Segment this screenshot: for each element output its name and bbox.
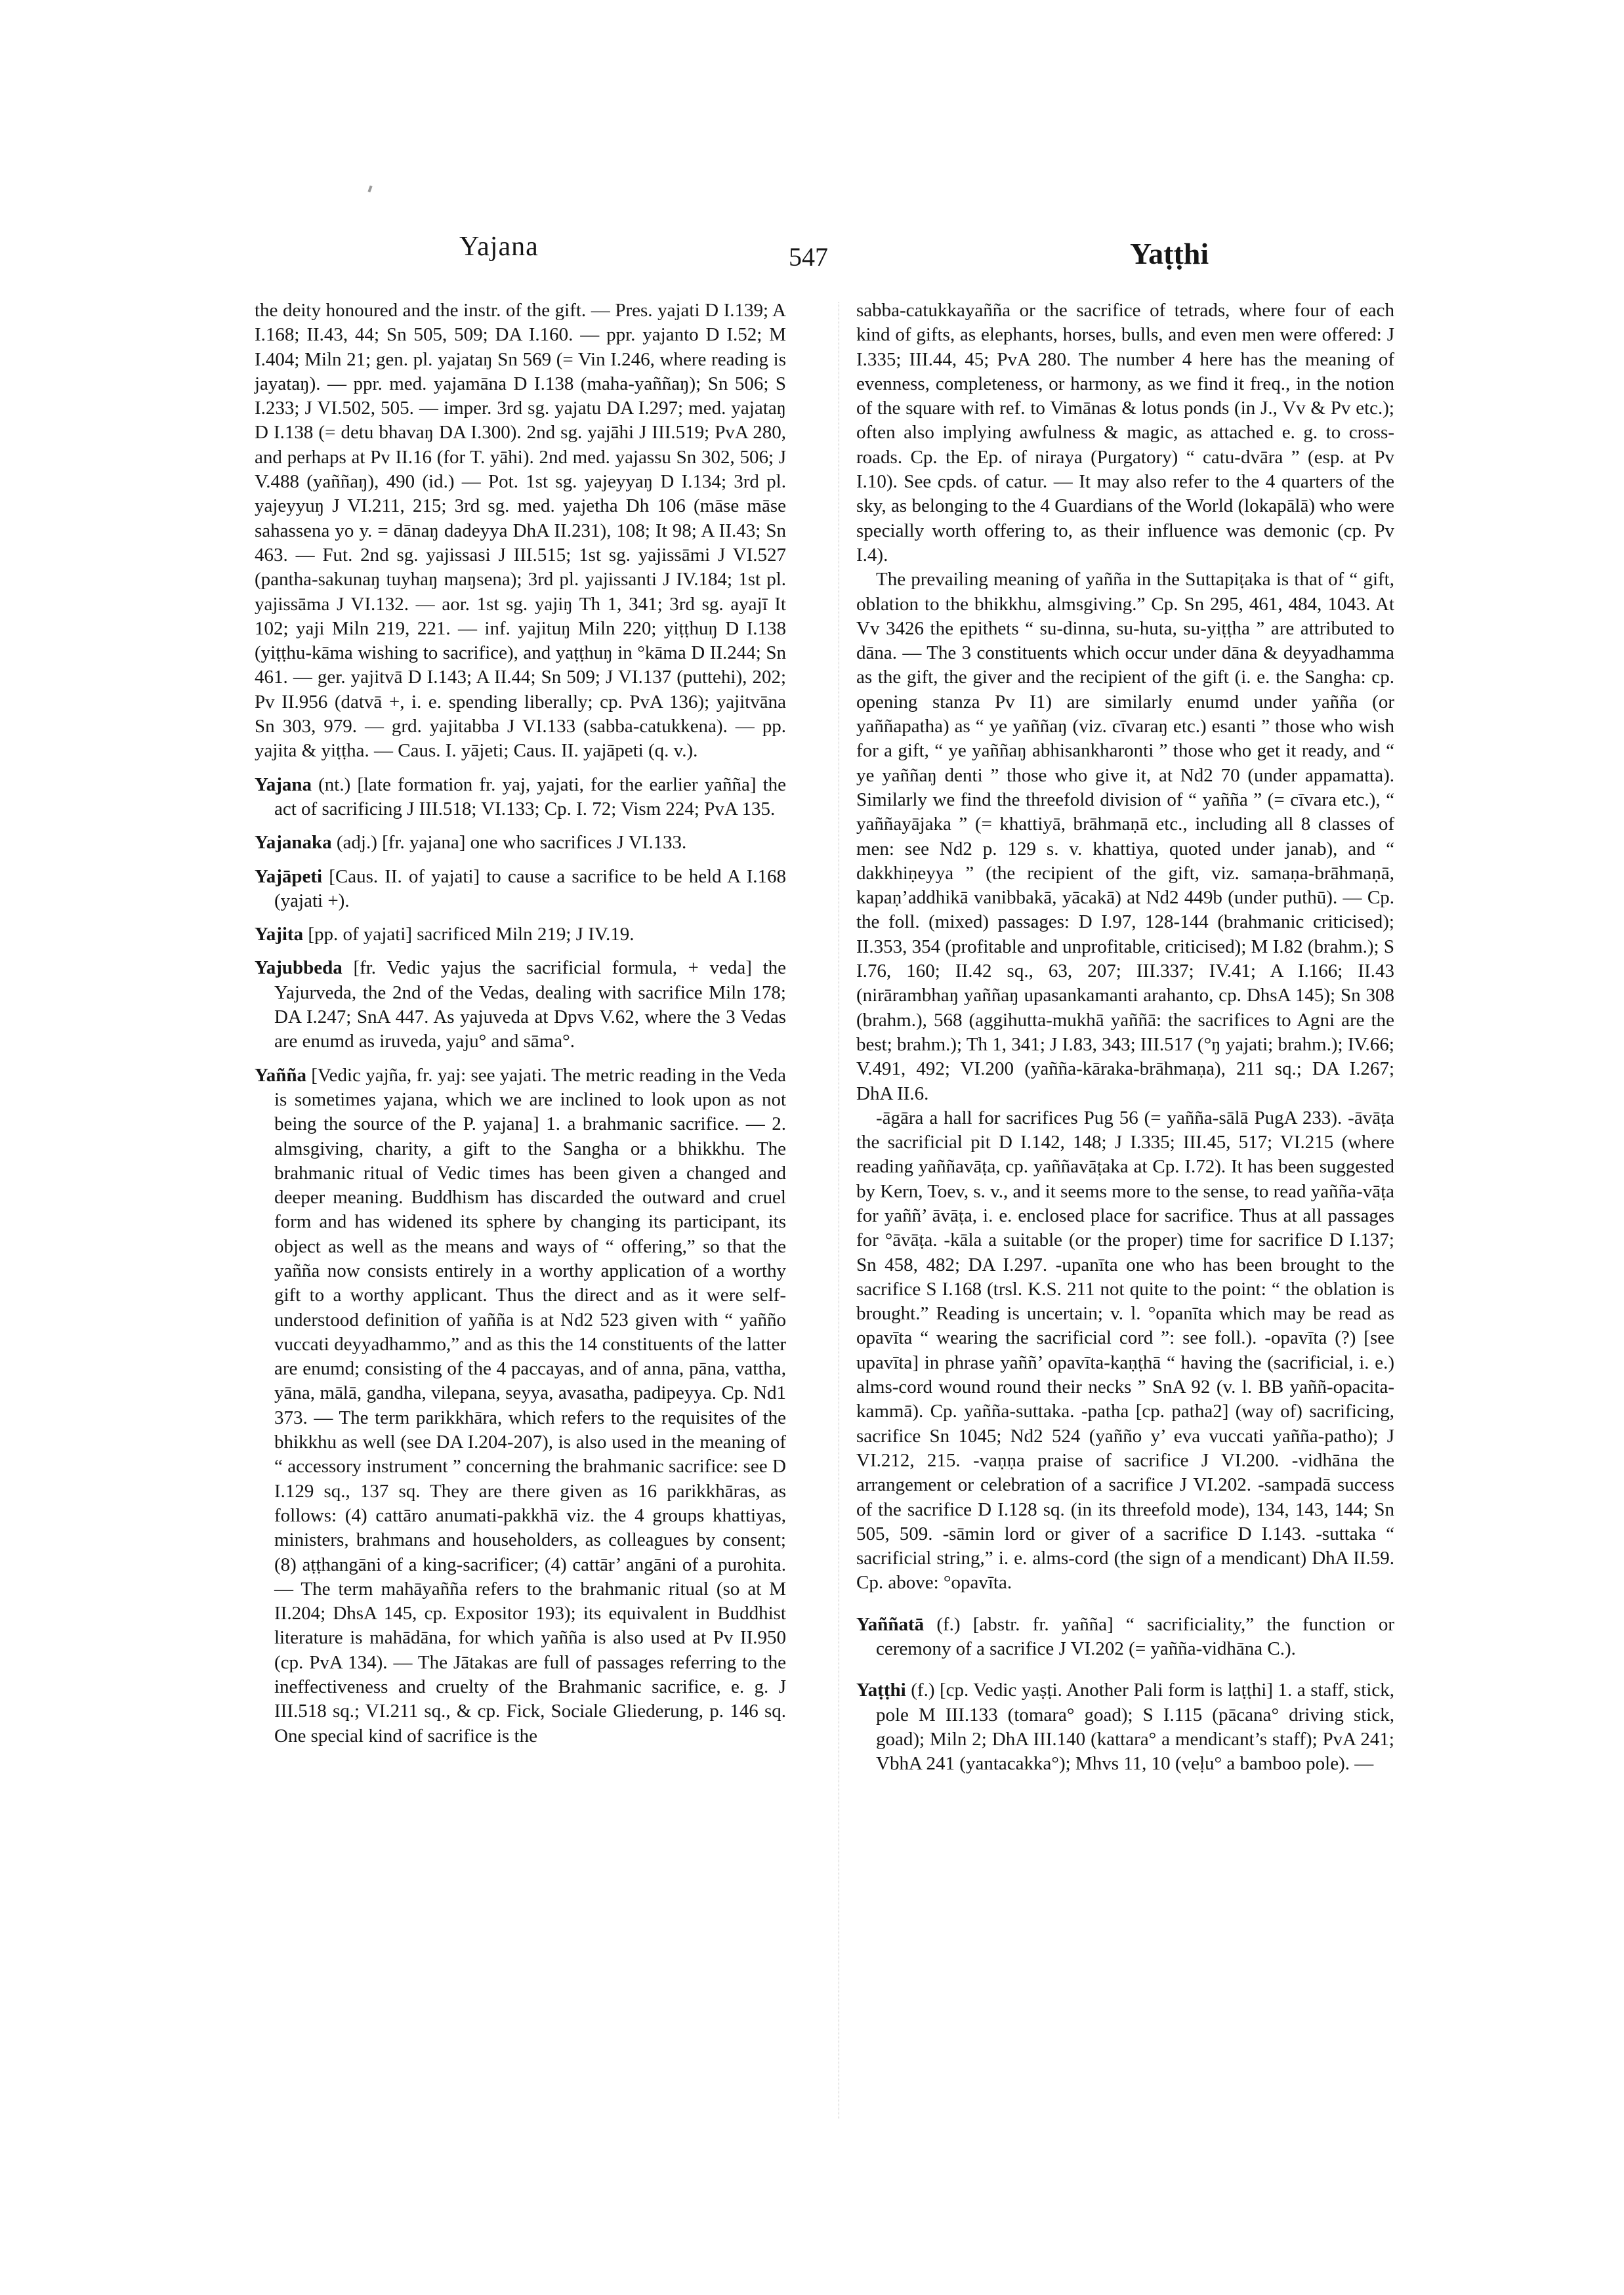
- entry-body: (f.) [abstr. fr. yañña] “ sacrificiality,” the function or ceremony of a sacrifice J VI.202 (= yañña-vidhāna C.).: [876, 1613, 1394, 1660]
- headword: Yañña: [255, 1064, 306, 1086]
- entry-body: (f.) [cp. Vedic yaṣṭi. Another Pali form is laṭṭhi] 1. a staff, stick, pole M III.133 (tomara° goad); S I.115 (pācana° driving stick, goad); Miln 2; DhA III.140 (kattara° a mendicant’s staff); PvA 241; VbhA 241 (yantacakka°); Mhvs 11, 10 (veḷu° a bamboo pole). —: [876, 1680, 1394, 1775]
- entry-yanna: [255, 1064, 786, 1748]
- compounds-paragraph: -āgāra a hall for sacrifices Pug 56 (= yañña-sālā PugA 233). -āvāṭa the sacrificial pit D I.142, 148; J I.335; III.45, 517; VI.215 (where reading yaññavāṭa, cp. yaññavāṭaka at Cp. I.72). It has been suggested by Kern, Toev, s. v., and it seems more to the sense, to read yañña-vāṭa for yaññ’ āvāṭa, i. e. enclosed place for sacrifice. Thus at all passages for °āvāṭa. -kāla a suitable (or the proper) time for sacrifice D I.137; Sn 458, 482; DA I.297. -upanīta one who has been brought to the sacrifice S I.168 (trsl. K.S. 211 not quite to the point: “ the oblation is brought.” Reading is uncertain; v. l. °opanīta which may be read as opavīta “ wearing the sacrificial cord ”: see foll.). -opavīta (?) [see upavīta] in phrase yaññ’ opavīta-kaṇṭhā “ having the (sacrificial, i. e.) alms-cord wound round their necks ” SnA 92 (v. l. BB yaññ-opacita-kammā). Cp. yañña-suttaka. -patha [cp. patha2] (way of) sacrificing, sacrifice Sn 1045; Nd2 524 (yañño y’ eva vuccati yañña-patho); J VI.212, 215. -vaṇṇa praise of sacrifice J VI.200. -vidhāna the arrangement or celebration of a sacrifice J VI.202. -sampadā success of the sacrifice D I.128 sq. (in its threefold mode), 134, 143, 144; Sn 505, 509. -sāmin lord or giver of a sacrifice D I.143. -suttaka “ sacrificial string,” i. e. alms-cord (the sign of a mendicant) DhA II.59. Cp. above: °opavīta.: [856, 1107, 1394, 1594]
- headword: Yaññatā: [856, 1613, 925, 1635]
- right-column: [856, 299, 1394, 1777]
- column-divider: [839, 302, 840, 2119]
- entry-body: [Caus. II. of yajati] to cause a sacrifice to be held A I.168 (yajati +).: [274, 865, 786, 911]
- headword: Yajāpeti: [255, 865, 323, 887]
- headword: Yaṭṭhi: [856, 1680, 906, 1701]
- page-number: 547: [789, 242, 828, 272]
- right-guide-word: Yaṭṭhi: [1130, 237, 1209, 270]
- entry-body: [pp. of yajati] sacrificed Miln 219; J IV.19.: [308, 924, 635, 945]
- continued-entry-text: the deity honoured and the instr. of the gift. — Pres. yajati D I.139; A I.168; II.43, 44; Sn 505, 509; DA I.160. — ppr. yajanto D I.52; M I.404; Miln 21; gen. pl. yajataŋ Sn 569 (= Vin I.246, where reading is jayataŋ). — ppr. med. yajamāna D I.138 (maha-yaññaŋ); Sn 506; S I.233; J VI.502, 505. — imper. 3rd sg. yajatu DA I.297; med. yajataŋ D I.138 (= detu bhavaŋ DA I.300). 2nd sg. yajāhi J III.519; PvA 280, and perhaps at Pv II.16 (for T. yāhi). 2nd med. yajassu Sn 302, 506; J V.488 (yaññaŋ), 490 (id.) — Pot. 1st sg. yajeyyaŋ D I.134; 3rd pl. yajeyyuŋ J VI.211, 215; 3rd sg. med. yajetha Dh 106 (māse māse sahassena yo y. = dānaŋ dadeyya DhA II.231), 108; It 98; A II.43; Sn 463. — Fut. 2nd sg. yajissasi J III.515; 1st sg. yajissāmi J VI.527 (pantha-sakunaŋ tuyhaŋ maŋsena); 3rd pl. yajissanti J IV.184; 1st pl. yajissāma J VI.132. — aor. 1st sg. yajiŋ Th 1, 341; 3rd sg. ayajī It 102; yaji Miln 219, 221. — inf. yajituŋ Miln 220; yiṭṭhuŋ D I.138 (yiṭṭhu-kāma wishing to sacrifice), and yaṭṭhuŋ in °kāma D II.244; Sn 461. — ger. yajitvā D I.143; A II.44; Sn 509; J VI.137 (puttehi), 202; Pv II.956 (datvā +, i. e. spending liberally; cp. PvA 136); yajitvāna Sn 303, 979. — grd. yajitabba J VI.133 (sabba-catukkena). — pp. yajita & yiṭṭha. — Caus. I. yājeti; Caus. II. yajāpeti (q. v.).: [255, 300, 786, 762]
- headword: Yajanaka: [255, 832, 332, 854]
- entry-yatthi: [856, 1678, 1394, 1776]
- entry-body: (nt.) [late formation fr. yaj, yajati, for the earlier yañña] the act of sacrificing J III.518; VI.133; Cp. I. 72; Vism 224; PvA 135.: [274, 774, 787, 819]
- left-guide-word: Yajana: [459, 232, 539, 262]
- entry-yajubbeda: [255, 956, 786, 1054]
- entry-yajita: [255, 922, 786, 947]
- left-column: [255, 299, 786, 1748]
- entry-yannata: [856, 1613, 1394, 1662]
- entry-paragraph: The prevailing meaning of yañña in the Suttapiṭaka is that of “ gift, oblation to the bhikkhu, almsgiving.” Cp. Sn 295, 461, 484, 1043. At Vv 3426 the epithets “ su-dinna, su-huta, su-yiṭṭha ” are attributed to dāna. — The 3 constituents which occur under dāna & deyyadhamma as the gift, the giver and the recipient of the gift (i. e. the Sangha: cp. opening stanza Pv I1) are similarly enumd under yañña (or yaññapatha) as “ ye yaññaŋ (viz. cīvaraŋ etc.) esanti ” those who wish for a gift, “ ye yaññaŋ abhisankharonti ” those who get it ready, and “ ye yaññaŋ denti ” those who give it, at Nd2 70 (under appamatta). Similarly we find the threefold division of “ yañña ” (= cīvara etc.), “ yaññayājaka ” (= khattiyā, brāhmaṇā etc., including all 8 classes of men: see Nd2 p. 129 s. v. khattiya, quoted under janab), and “ dakkhiṇeyya ” (the recipient of the gift, viz. samaṇa-brāhmaṇā, kapaṇ’addhikā vanibbakā, yācakā) at Nd2 449b (under puthū). — Cp. the foll. (mixed) passages: D I.97, 128-144 (brahmanic criticised); II.353, 354 (profitable and unprofitable, criticised); M I.82 (brahm.); S I.76, 160; II.42 sq., 63, 207; III.337; IV.41; A I.166; II.43 (nirārambhaŋ yaññaŋ upasankamanti arahanto, cp. DhsA 145); Sn 308 (brahm.), 568 (aggihutta-mukhā yaññā: the sacrifices to Agni are the best; brahm.); Th 1, 341; J I.83, 343; III.517 (°ŋ yajati; brahm.); IV.66; V.491, 492; VI.200 (yañña-kāraka-brāhmaṇa), 211 sq.; DA I.267; DhA II.6.: [856, 569, 1394, 1104]
- continued-entry-text: sabba-catukkayañña or the sacrifice of tetrads, where four of each kind of gifts, as elephants, horses, bulls, and even men were offered: J I.335; III.44, 45; PvA 280. The number 4 here has the meaning of evenness, completeness, or harmony, as we find it freq., in the notion of the square with ref. to Vimānas & lotus ponds (in J., Vv & Pv etc.); often also implying awfulness & magic, as attached e. g. to cross-roads. Cp. the Ep. of niraya (Purgatory) “ catu-dvāra ” (esp. at Pv I.10). See cpds. of catur. — It may also refer to the 4 quarters of the sky, as belonging to the 4 Guardians of the World (lokapālā) who were specially worth offering to, as their influence was demonic (cp. Pv I.4).: [856, 300, 1394, 566]
- entry-yajapeti: [255, 865, 786, 914]
- headword: Yajita: [255, 924, 304, 945]
- running-header: [0, 231, 1624, 277]
- headword: Yajubbeda: [255, 957, 343, 979]
- entry-yajanaka: [255, 831, 786, 855]
- entry-body: [Vedic yajña, fr. yaj: see yajati. The metric reading in the Veda is sometimes yajana, which we are inclined to look upon as not being the source of the P. yajana] 1. a brahmanic sacrifice. — 2. almsgiving, charity, a gift to the Sangha or a bhikkhu. The brahmanic ritual of Vedic times has been given a changed and deeper meaning. Buddhism has discarded the outward and cruel form and has widened its sphere by changing its participant, its object as well as the means and ways of “ offering,” so that the yañña now consists entirely in a worthy application of a worthy gift to a worthy applicant. Thus the direct and as it were self-understood definition of yañña is at Nd2 523 given with “ yañño vuccati deyyadhammo,” and as this the 14 constituents of the latter are enumd; consisting of the 4 paccayas, and of anna, pāna, vattha, yāna, mālā, gandha, vilepana, seyya, avasatha, padipeyya. Cp. Nd1 373. — The term parikkhāra, which refers to the requisites of the bhikkhu as well (see DA I.204-207), is also used in the meaning of “ accessory instrument ” concerning the brahmanic sacrifice: see D I.129 sq., 137 sq. They are there given as 16 parikkhāras, as follows: (4) cattāro anumati-pakkhā viz. the 4 groups khattiyas, ministers, brahmans and householders, as colleagues by consent; (8) aṭṭhangāni of a king-sacrificer; (4) cattār’ angāni of a purohita. — The term mahāyañña refers to the brahmanic ritual (so at M II.204; DhsA 145, cp. Expositor 193); its equivalent in Buddhist literature is mahādāna, for which yañña is also used at Pv II.950 (cp. PvA 134). — The Jātakas are full of passages referring to the ineffectiveness and cruelty of the Brahmanic sacrifice, e. g. J III.518 sq.; VI.211 sq., & cp. Fick, Sociale Gliederung, p. 146 sq. One special kind of sacrifice is the: [274, 1064, 787, 1747]
- headword: Yajana: [255, 774, 312, 795]
- entry-body: [fr. Vedic yajus the sacrificial formula, + veda] the Yajurveda, the 2nd of the Vedas, dealing with sacrifice Miln 178; DA I.247; SnA 447. As yajuveda at Dpvs V.62, where the 3 Vedas are enumd as iruveda, yaju° and sāma°.: [274, 957, 786, 1052]
- entry-yajana: [255, 773, 786, 822]
- entry-body: (adj.) [fr. yajana] one who sacrifices J VI.133.: [336, 832, 687, 854]
- stray-mark: [367, 186, 372, 193]
